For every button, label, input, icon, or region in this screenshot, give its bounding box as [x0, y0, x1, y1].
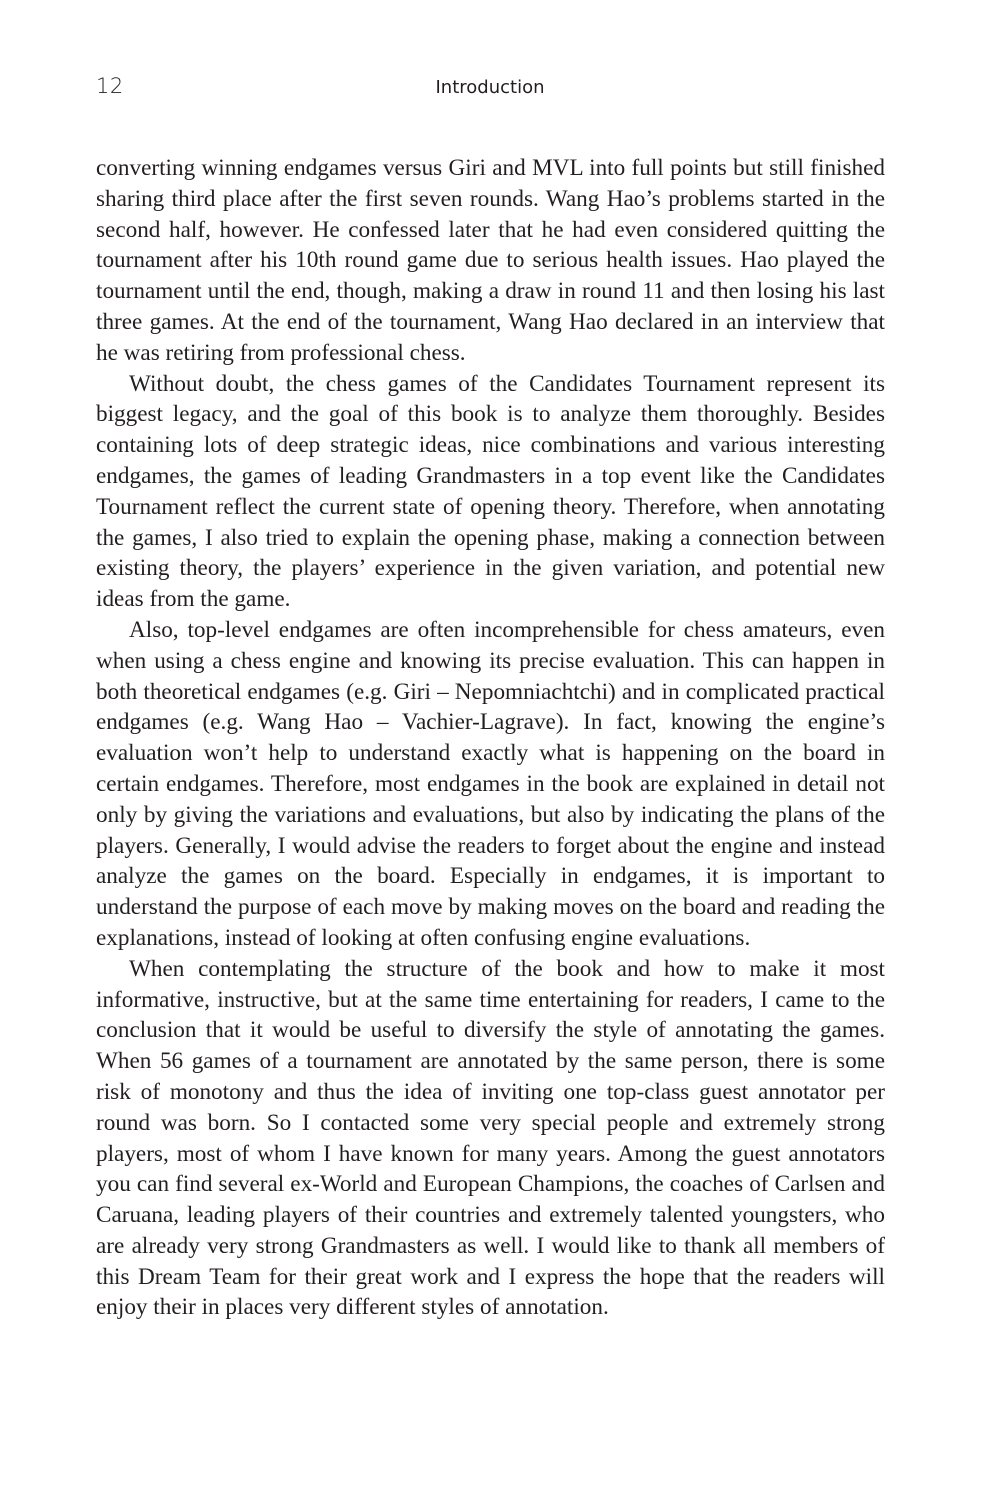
- body-text: [96, 153, 885, 1323]
- paragraph-guest-annotators: When contemplating the structure of the book and how to make it most informative, instructive, but at the same time entertaining for readers, I came to the conclusion that it would be useful to diversify the style of annotating the games. When 56 games of a tournament are annotated by the same person, there is some risk of monotony and thus the idea of inviting one top-class guest annotator per round was born. So I contacted some very special people and extremely strong players, most of whom I have known for many years. Among the guest annotators you can find several ex-World and European Champions, the coaches of Carlsen and Caruana, leading players of their countries and extremely talented youngsters, who are already very strong Grandmasters as well. I would like to thank all members of this Dream Team for their great work and I express the hope that the readers will enjoy their in places very different styles of annotation.: [96, 955, 885, 1321]
- paragraph-endgames: Also, top-level endgames are often incomprehensible for chess amateurs, even when using a chess engine and knowing its precise evaluation. This can happen in both theoretical endgames (e.g. Giri – Nepomniachtchi) and in complicated practical endgames (e.g. Wang Hao – Vachier-Lagrave). In fact, knowing the engine’s evaluation won’t help to understand exactly what is happening on the board in certain endgames. Therefore, most endgames in the book are explained in detail not only by giving the variations and evaluations, but also by indicating the plans of the players. Generally, I would advise the readers to forget about the engine and instead analyze the games on the board. Especially in endgames, it is important to understand the purpose of each move by making moves on the board and reading the explanations, instead of looking at often confusing engine evaluations.: [96, 616, 885, 951]
- running-title: Introduction: [435, 77, 545, 98]
- paragraph-legacy: Without doubt, the chess games of the Candidates Tournament represent its biggest legacy, and the goal of this book is to analyze them thoroughly. Besides containing lots of deep strategic ideas, nice combinations and various interesting endgames, the games of leading Grandmasters in a top event like the Candidates Tournament reflect the current state of opening theory. Therefore, when annotating the games, I also tried to explain the opening phase, making a connection between existing theory, the players’ experience in the given variation, and potential new ideas from the game.: [96, 370, 885, 613]
- running-head: [96, 74, 884, 104]
- page-number: 12: [96, 74, 124, 98]
- paragraph-continuation: converting winning endgames versus Giri and MVL into full points but still finished sharing third place after the first seven rounds. Wang Hao’s problems started in the second half, however. He confessed later that he had even considered quitting the tournament after his 10th round game due to serious health issues. Hao played the tournament until the end, though, making a draw in round 11 and then losing his last three games. At the end of the tournament, Wang Hao declared in an interview that he was retiring from professional chess.: [96, 155, 885, 366]
